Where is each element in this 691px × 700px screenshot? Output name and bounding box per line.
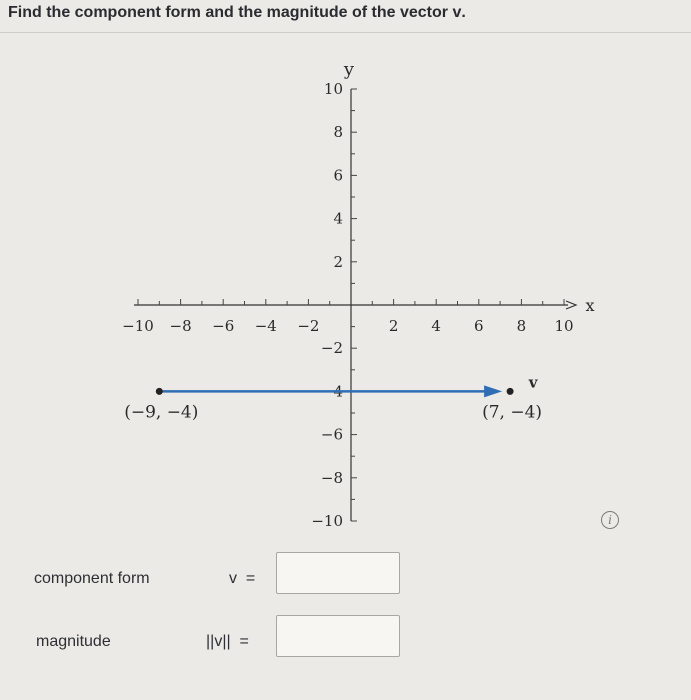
magnitude-eq-label: ||v|| = xyxy=(206,633,249,650)
divider xyxy=(0,32,691,33)
question-suffix: . xyxy=(461,4,466,21)
terminal-point-label: (7, −4) xyxy=(482,402,543,423)
question-vector: v xyxy=(452,4,462,21)
initial-point xyxy=(156,388,163,395)
x-tick-label: 4 xyxy=(431,317,441,335)
y-tick-label: 4 xyxy=(333,209,343,228)
question-text xyxy=(8,4,466,22)
coordinate-graph xyxy=(0,40,691,540)
info-icon[interactable] xyxy=(601,511,619,529)
vector-v-arrowhead xyxy=(484,385,502,397)
x-tick-label: −2 xyxy=(297,317,320,335)
x-tick-label: −8 xyxy=(169,317,192,335)
y-tick-label: 6 xyxy=(333,166,343,185)
x-tick-label: 6 xyxy=(474,317,484,335)
terminal-point xyxy=(507,388,514,395)
x-axis-label: x xyxy=(585,296,595,315)
y-tick-label: −2 xyxy=(320,339,343,358)
initial-point-label: (−9, −4) xyxy=(124,402,199,423)
y-tick-label: −4 xyxy=(320,382,343,401)
question-prefix: Find the component form and the magnitude of the vector xyxy=(8,4,449,21)
y-tick-label: −10 xyxy=(311,512,343,530)
x-tick-label: −10 xyxy=(122,317,154,335)
x-tick-label: 8 xyxy=(516,317,527,335)
y-tick-label: −8 xyxy=(320,468,343,487)
y-axis-label: y xyxy=(343,59,355,80)
component-form-input[interactable] xyxy=(276,552,400,594)
x-tick-label: −6 xyxy=(212,317,235,335)
info-glyph: i xyxy=(608,513,612,527)
component-eq-label: v = xyxy=(229,570,256,587)
y-tick-label: 2 xyxy=(333,252,343,271)
magnitude-label: magnitude xyxy=(36,633,111,650)
y-tick-label: 10 xyxy=(323,80,343,98)
x-tick-label: −4 xyxy=(254,317,277,335)
magnitude-input[interactable] xyxy=(276,615,400,657)
vector-v-label: v xyxy=(528,373,538,392)
component-form-label: component form xyxy=(34,570,150,587)
x-tick-label: 2 xyxy=(388,317,399,335)
y-tick-label: −6 xyxy=(320,425,343,444)
x-tick-label: 10 xyxy=(554,317,574,335)
y-tick-label: 8 xyxy=(333,123,343,142)
